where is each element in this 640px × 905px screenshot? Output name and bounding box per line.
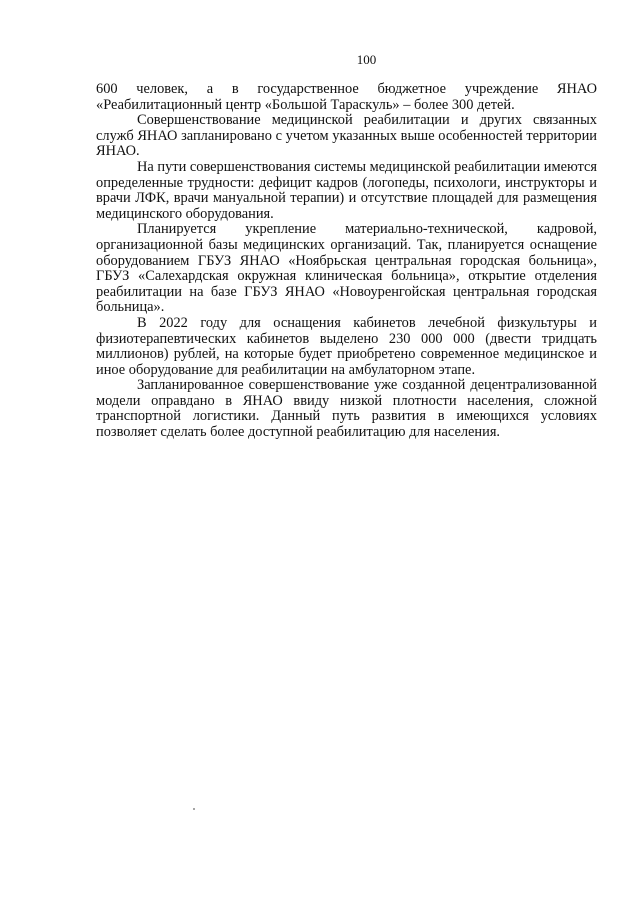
document-body [96,82,597,441]
scan-speck [193,808,195,810]
paragraph: Совершенствование медицинской реабилитации и других связанных служб ЯНАО запланировано с учетом указанных выше особенностей территории ЯНАО. [96,112,597,160]
page-number: 100 [356,52,377,67]
paragraph: На пути совершенствования системы медицинской реабилитации имеются определенные трудности: дефицит кадров (логопеды, психологи, инструкторы и врачи ЛФК, врачи мануальной терапии) и отсутствие площадей для размещения медицинского оборудования. [96,158,598,222]
paragraph: 600 человек, а в государственное бюджетное учреждение ЯНАО «Реабилитационный центр «Большой Тараскуль» – более 300 детей. [96,81,597,113]
paragraph: Планируется укрепление материально-технической, кадровой, организационной базы медицинских организаций. Так, планируется оснащение оборудованием ГБУЗ ЯНАО «Ноябрьская центральная городская больница», ГБУЗ «Салехардская окружная клиническая больница», открытие отделения реабилитации на базе ГБУЗ ЯНАО «Новоуренгойская центральная городская больница». [96,221,597,316]
paragraph: Запланированное совершенствование уже созданной децентрализованной модели оправдано в ЯНАО ввиду низкой плотности населения, сложной транспортной логистики. Данный путь развития в имеющихся условиях позволяет сделать более доступной реабилитацию для населения. [96,377,597,441]
paragraph: В 2022 году для оснащения кабинетов лечебной физкультуры и физиотерапевтических кабинетов выделено 230 000 000 (двести тридцать миллионов) рублей, на которые будет приобретено современное медицинское и иное оборудование для реабилитации на амбулаторном этапе. [96,314,597,378]
